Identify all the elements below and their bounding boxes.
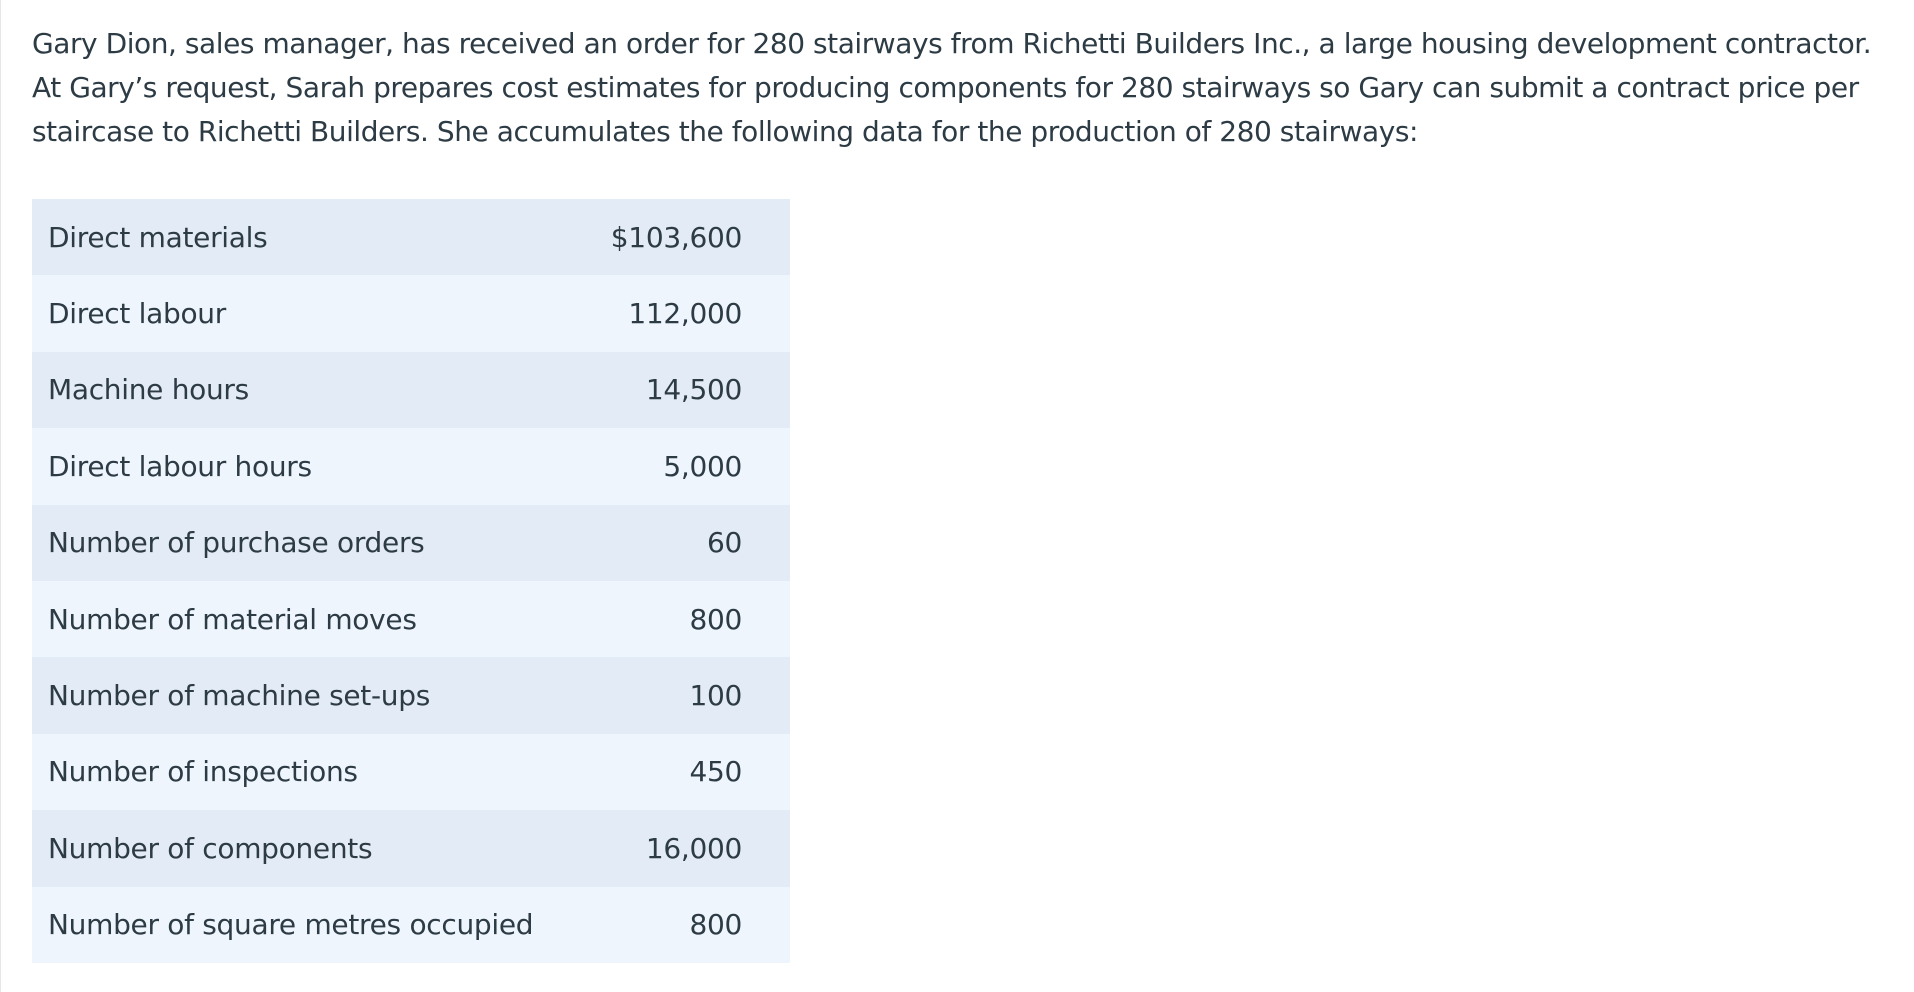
row-value: 800 [590, 581, 790, 657]
row-label: Machine hours [32, 352, 590, 428]
row-label: Number of purchase orders [32, 505, 590, 581]
table-row [32, 275, 790, 351]
row-value: 800 [590, 887, 790, 963]
table-row [32, 505, 790, 581]
row-label: Number of inspections [32, 734, 590, 810]
row-value: 112,000 [590, 275, 790, 351]
row-value: 5,000 [590, 428, 790, 504]
row-value: 450 [590, 734, 790, 810]
row-label: Direct labour [32, 275, 590, 351]
table-row [32, 428, 790, 504]
table-row [32, 199, 790, 275]
table-row [32, 581, 790, 657]
table-row [32, 657, 790, 733]
row-value: 100 [590, 657, 790, 733]
intro-paragraph: Gary Dion, sales manager, has received an order for 280 stairways from Richetti Builders Inc., a large housing development contractor. At Gary’s request, Sarah prepares cost estimates for producing components for 280 stairways so Gary can submit a contract price per staircase to Richetti Builders. She accumulates the following data for the production of 280 stairways: [32, 27, 1872, 148]
production-data-table [32, 199, 790, 963]
table-row [32, 352, 790, 428]
row-label: Direct materials [32, 199, 590, 275]
row-value: 60 [590, 505, 790, 581]
row-label: Number of machine set-ups [32, 657, 590, 733]
table-row [32, 810, 790, 886]
table-row [32, 887, 790, 963]
row-value: 16,000 [590, 810, 790, 886]
table-row [32, 734, 790, 810]
row-value: 14,500 [590, 352, 790, 428]
row-label: Number of components [32, 810, 590, 886]
row-value: $103,600 [590, 199, 790, 275]
row-label: Direct labour hours [32, 428, 590, 504]
row-label: Number of material moves [32, 581, 590, 657]
row-label: Number of square metres occupied [32, 887, 590, 963]
